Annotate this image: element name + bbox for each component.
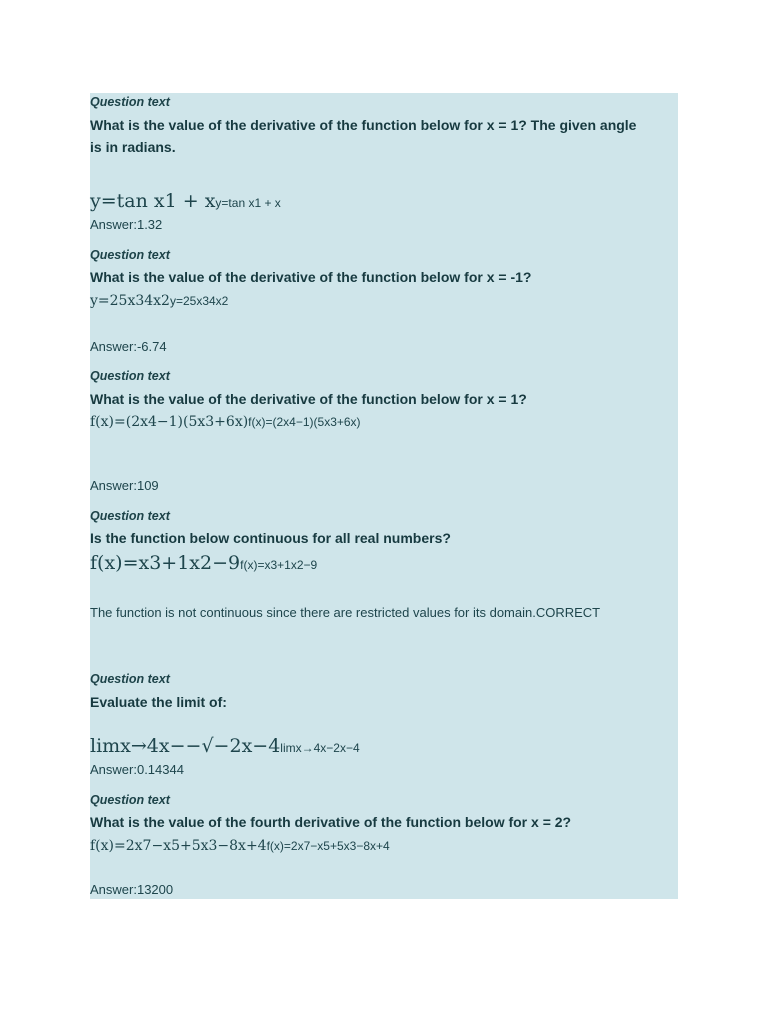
question-formula: [90, 190, 281, 212]
content-panel: [90, 93, 678, 899]
question-label: Question text: [90, 672, 170, 686]
answer-text: The function is not continuous since there are restricted values for its domain.CORRECT: [90, 605, 601, 620]
question-text: What is the value of the fourth derivative of the function below for x = 2?: [90, 814, 572, 830]
answer-text: Answer:13200: [90, 882, 174, 897]
question-label: Question text: [90, 369, 170, 383]
question-formula: [90, 835, 390, 854]
question-label: Question text: [90, 95, 170, 109]
formula-plain: limx→4x−2x−4: [280, 741, 360, 755]
answer-text: Answer:0.14344: [90, 762, 184, 777]
question-formula: [90, 552, 317, 574]
question-text: Is the function below continuous for all real numbers?: [90, 530, 451, 546]
answer-text: Answer:-6.74: [90, 339, 167, 354]
question-text: What is the value of the derivative of the function below for x = -1?: [90, 269, 532, 285]
question-formula: [90, 735, 360, 757]
question-text: Evaluate the limit of:: [90, 694, 227, 710]
question-label: Question text: [90, 793, 170, 807]
answer-text: Answer:1.32: [90, 217, 163, 232]
formula-rendered: f(x)=x3+1x2−9: [90, 552, 241, 574]
formula-plain: y=25x34x2: [169, 294, 229, 308]
question-formula: [90, 411, 361, 430]
question-text: What is the value of the derivative of the function below for x = 1?: [90, 391, 527, 407]
answer-text: Answer:109: [90, 478, 159, 493]
formula-rendered: f(x)=(2x4−1)(5x3+6x): [90, 414, 249, 430]
formula-plain: f(x)=x3+1x2−9: [240, 558, 318, 572]
formula-rendered: limx→4x−−√−2x−4: [90, 735, 281, 757]
question-formula: [90, 290, 228, 309]
formula-plain: f(x)=2x7−x5+5x3−8x+4: [266, 839, 390, 853]
formula-plain: f(x)=(2x4−1)(5x3+6x): [248, 415, 361, 429]
formula-rendered: y=tan x1 + x: [90, 190, 216, 212]
question-text: What is the value of the derivative of the function below for x = 1? The given angle is in radians.: [90, 117, 637, 155]
question-label: Question text: [90, 509, 170, 523]
formula-plain: y=tan x1 + x: [215, 196, 281, 210]
question-label: Question text: [90, 248, 170, 262]
formula-rendered: y=25x34x2: [90, 293, 170, 309]
formula-rendered: f(x)=2x7−x5+5x3−8x+4: [90, 838, 267, 854]
